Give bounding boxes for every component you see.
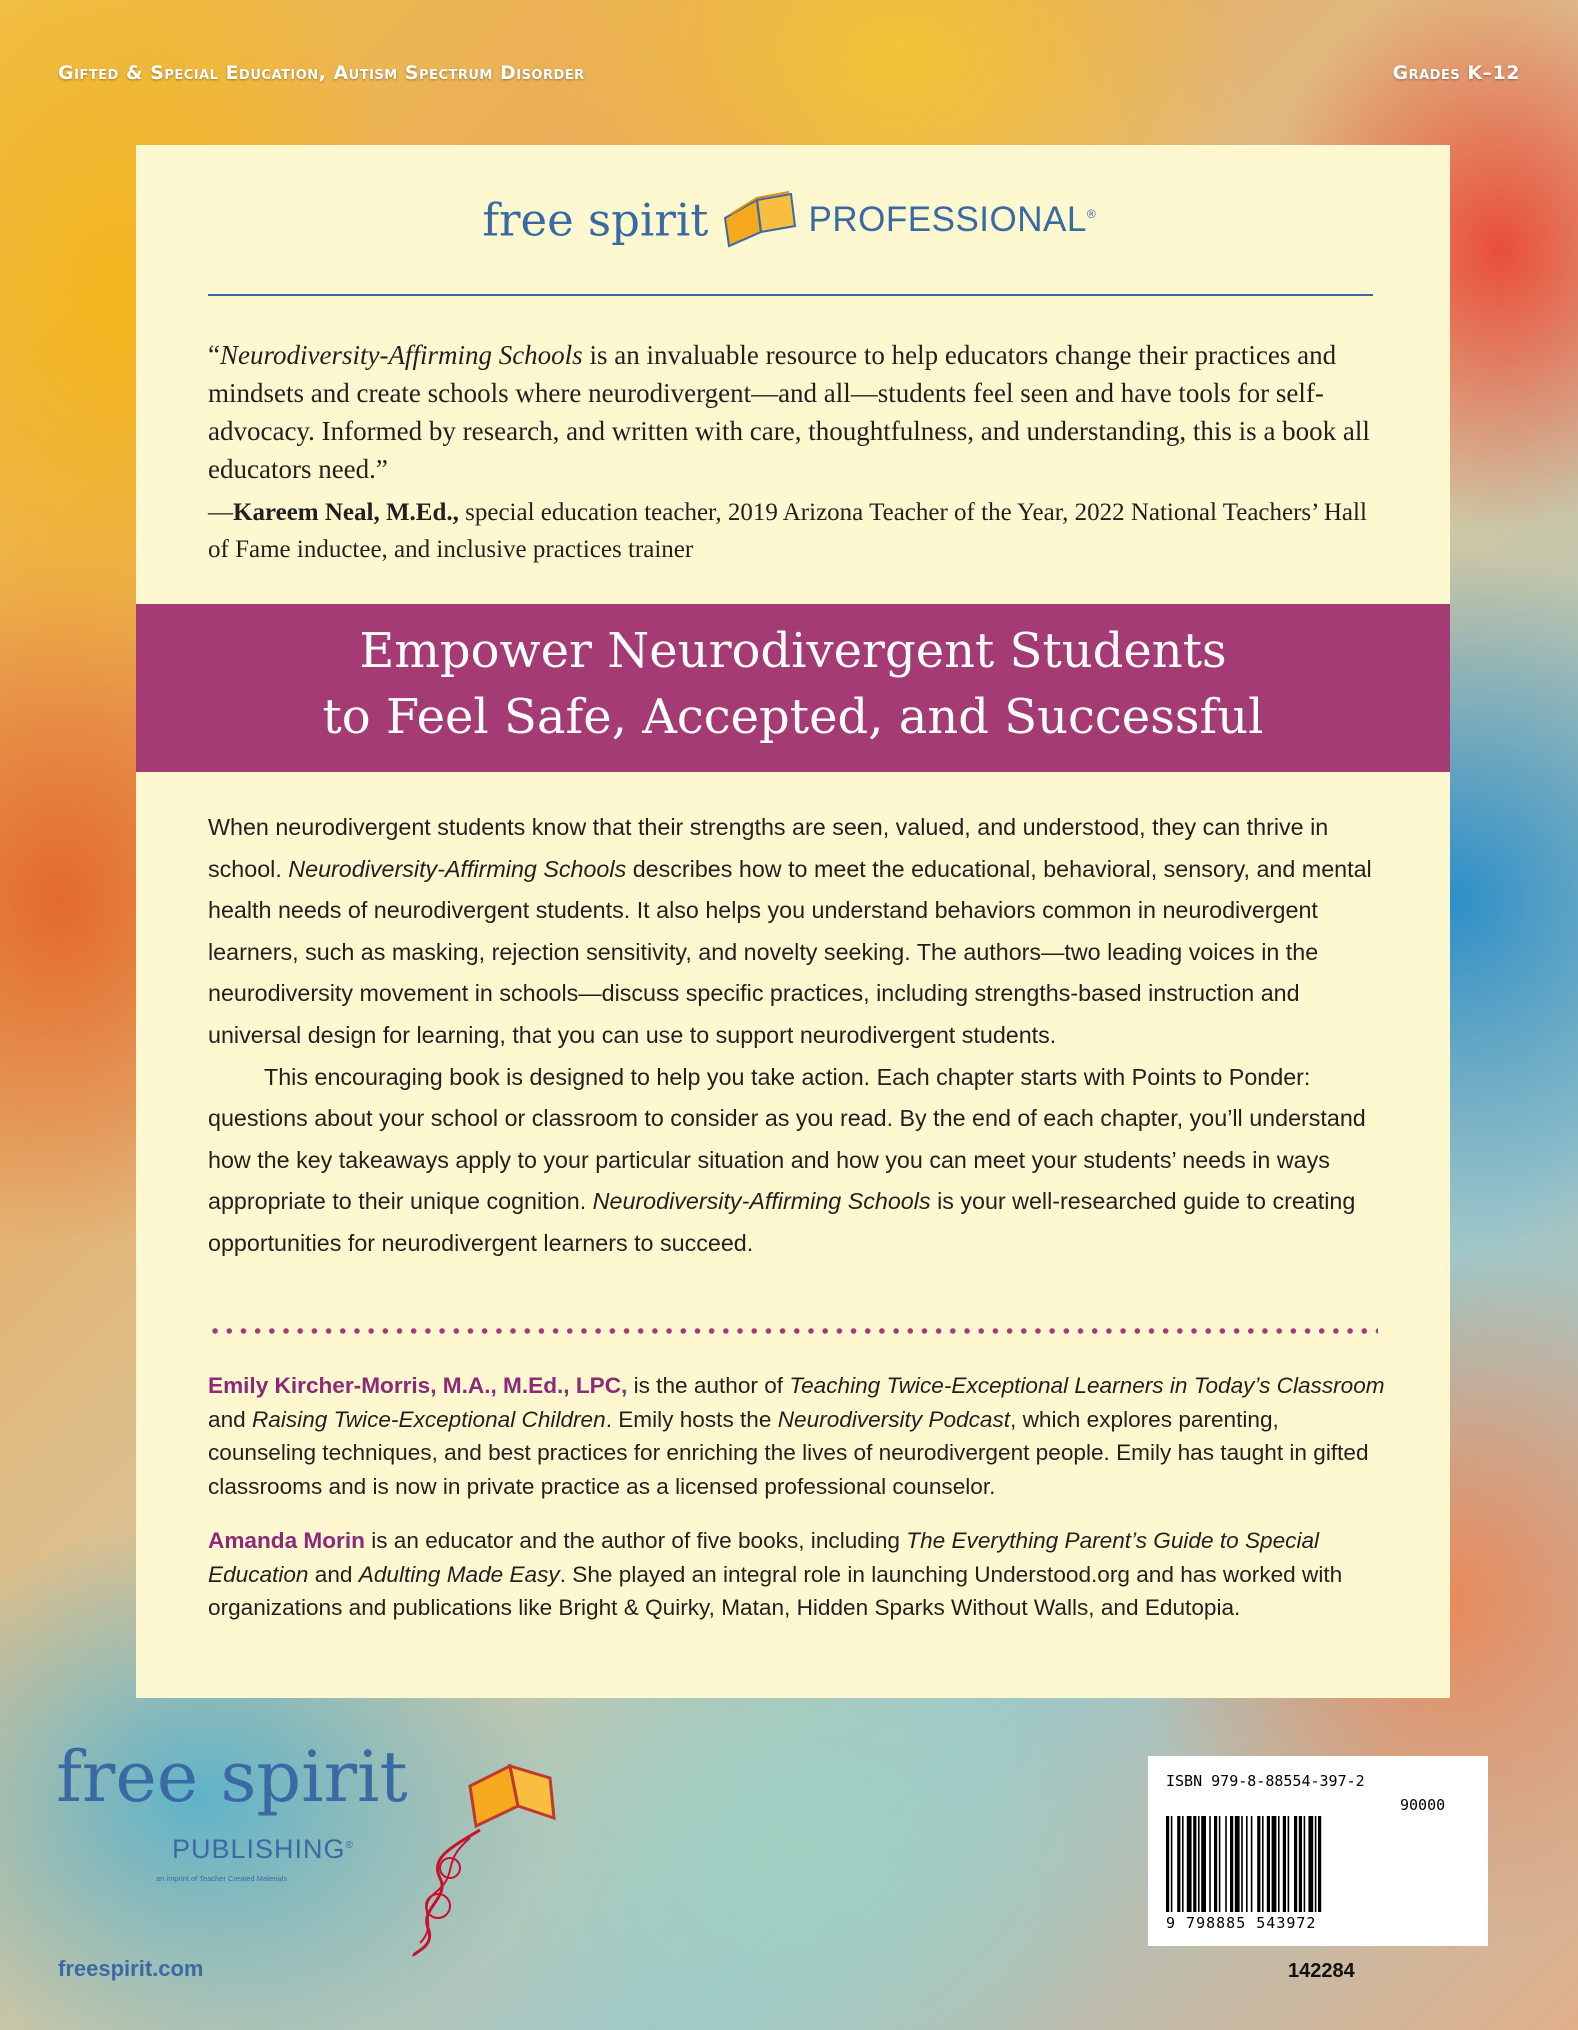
headline-line-1: Empower Neurodivergent Students bbox=[359, 623, 1227, 679]
headline-banner bbox=[136, 604, 1450, 772]
bio-text: , which explores parenting, counseling techniques, and best practices for enriching the lives of neurodivergent people. Emily has taught in gifted classrooms and is now in private practice as a licensed professional counselor. bbox=[208, 1406, 1369, 1499]
divider-rule bbox=[208, 294, 1373, 296]
dotted-divider bbox=[208, 1327, 1378, 1335]
bio-book-title: Adulting Made Easy bbox=[358, 1561, 560, 1587]
imprint-logo bbox=[0, 188, 1578, 252]
bio-text: . She played an integral role in launching Understood.org and has worked with organizations and publications like Bright & Quirky, Matan, Hidden Sparks Without Walls, and Edutopia. bbox=[208, 1561, 1343, 1620]
description-text: When neurodivergent students know that their strengths are seen, valued, and understood, they can thrive in school. bbox=[208, 814, 1329, 882]
attribution-dash: — bbox=[208, 499, 233, 526]
registered-mark: ® bbox=[1086, 207, 1096, 222]
endorser-credentials: special education teacher, 2019 Arizona Teacher of the Year, 2022 National Teachers’ Hall of Fame inductee, and inclusive practices trainer bbox=[208, 499, 1367, 563]
bio-text: is an educator and the author of five books, including bbox=[364, 1528, 907, 1553]
barcode-icon bbox=[1164, 1816, 1474, 1912]
quote-text: is an invaluable resource to help educators change their practices and mindsets and create schools where neurodivergent—and all—students feel seen and have tools for self-advocacy. Informed by research, and written with care, thoughtfulness, and understanding, this is a book all educators need.” bbox=[208, 340, 1370, 484]
description-book-title: Neurodiversity-Affirming Schools bbox=[288, 855, 627, 882]
isbn-number: ISBN 979-8-88554-397-2 bbox=[1166, 1772, 1365, 1790]
endorsement-quote bbox=[208, 336, 1378, 488]
endorsement-attribution bbox=[208, 494, 1378, 568]
publisher-wordmark: free spirit bbox=[56, 1736, 408, 1818]
quote-open-mark: “ bbox=[208, 340, 220, 370]
website-link[interactable]: freespirit.com bbox=[58, 1956, 204, 1981]
subject-categories: Gifted & Special Education, Autism Spectrum Disorder bbox=[58, 62, 585, 84]
grade-range: Grades K–12 bbox=[1392, 62, 1520, 84]
book-description bbox=[208, 807, 1388, 1265]
imprint-wordmark: free spirit bbox=[482, 193, 709, 247]
bio-text: . Emily hosts the bbox=[605, 1406, 778, 1432]
flying-book-icon bbox=[410, 1748, 580, 1962]
product-code: 142284 bbox=[1288, 1960, 1355, 1982]
bio-text: is the author of bbox=[627, 1373, 790, 1398]
headline-line-2: to Feel Safe, Accepted, and Successful bbox=[322, 689, 1264, 745]
price-code: 90000 bbox=[1400, 1796, 1446, 1814]
endorser-name: Kareem Neal, M.Ed., bbox=[233, 499, 459, 526]
description-paragraph bbox=[208, 807, 1388, 1057]
author-bio bbox=[208, 1369, 1388, 1503]
bio-book-title: The Everything Parent’s Guide to Special Education bbox=[208, 1528, 1320, 1587]
author-bios bbox=[208, 1369, 1388, 1646]
description-text: This encouraging book is designed to help you take action. Each chapter starts with Points to Ponder: questions about your school or classroom to consider as you read. By the end of each chapter, you’ll understand how the key takeaways apply to your particular situation and how you can meet your students’ needs in ways appropriate to their unique cognition. bbox=[208, 1063, 1366, 1215]
description-paragraph bbox=[208, 1057, 1388, 1265]
description-text: describes how to meet the educational, behavioral, sensory, and mental health needs of neurodivergent students. It also helps you understand behaviors common in neurodivergent learners, such as masking, rejection sensitivity, and novelty seeking. The authors—two leading voices in the neurodiversity movement in schools—discuss specific practices, including strengths-based instruction and universal design for learning, that you can use to support neurodivergent students. bbox=[208, 855, 1372, 1048]
bio-book-title: Raising Twice-Exceptional Children bbox=[251, 1406, 606, 1432]
description-text: is your well-researched guide to creating opportunities for neurodivergent learners to succeed. bbox=[208, 1188, 1356, 1256]
bio-text: and bbox=[308, 1561, 359, 1587]
publisher-line-text: PUBLISHING bbox=[172, 1834, 346, 1864]
bio-text: and bbox=[208, 1406, 252, 1432]
author-bio bbox=[208, 1524, 1388, 1625]
description-book-title: Neurodiversity-Affirming Schools bbox=[592, 1188, 931, 1215]
barcode-digits: 9 798885 543972 bbox=[1166, 1914, 1317, 1932]
publisher-line bbox=[172, 1834, 354, 1865]
bio-book-title: Teaching Twice-Exceptional Learners in Today’s Classroom bbox=[789, 1373, 1385, 1398]
open-book-icon bbox=[717, 188, 799, 252]
author-name: Amanda Morin bbox=[208, 1528, 365, 1553]
registered-mark: ® bbox=[345, 1840, 354, 1851]
bio-podcast-title: Neurodiversity Podcast bbox=[777, 1406, 1011, 1432]
author-name: Emily Kircher-Morris, M.A., M.Ed., LPC, bbox=[208, 1373, 628, 1398]
imprint-note: an imprint of Teacher Created Materials bbox=[156, 1874, 288, 1883]
quote-book-title: Neurodiversity-Affirming Schools bbox=[219, 340, 583, 370]
publisher-logo bbox=[56, 1736, 408, 1883]
imprint-line: PROFESSIONAL bbox=[808, 200, 1087, 239]
barcode-block bbox=[1148, 1756, 1488, 1946]
